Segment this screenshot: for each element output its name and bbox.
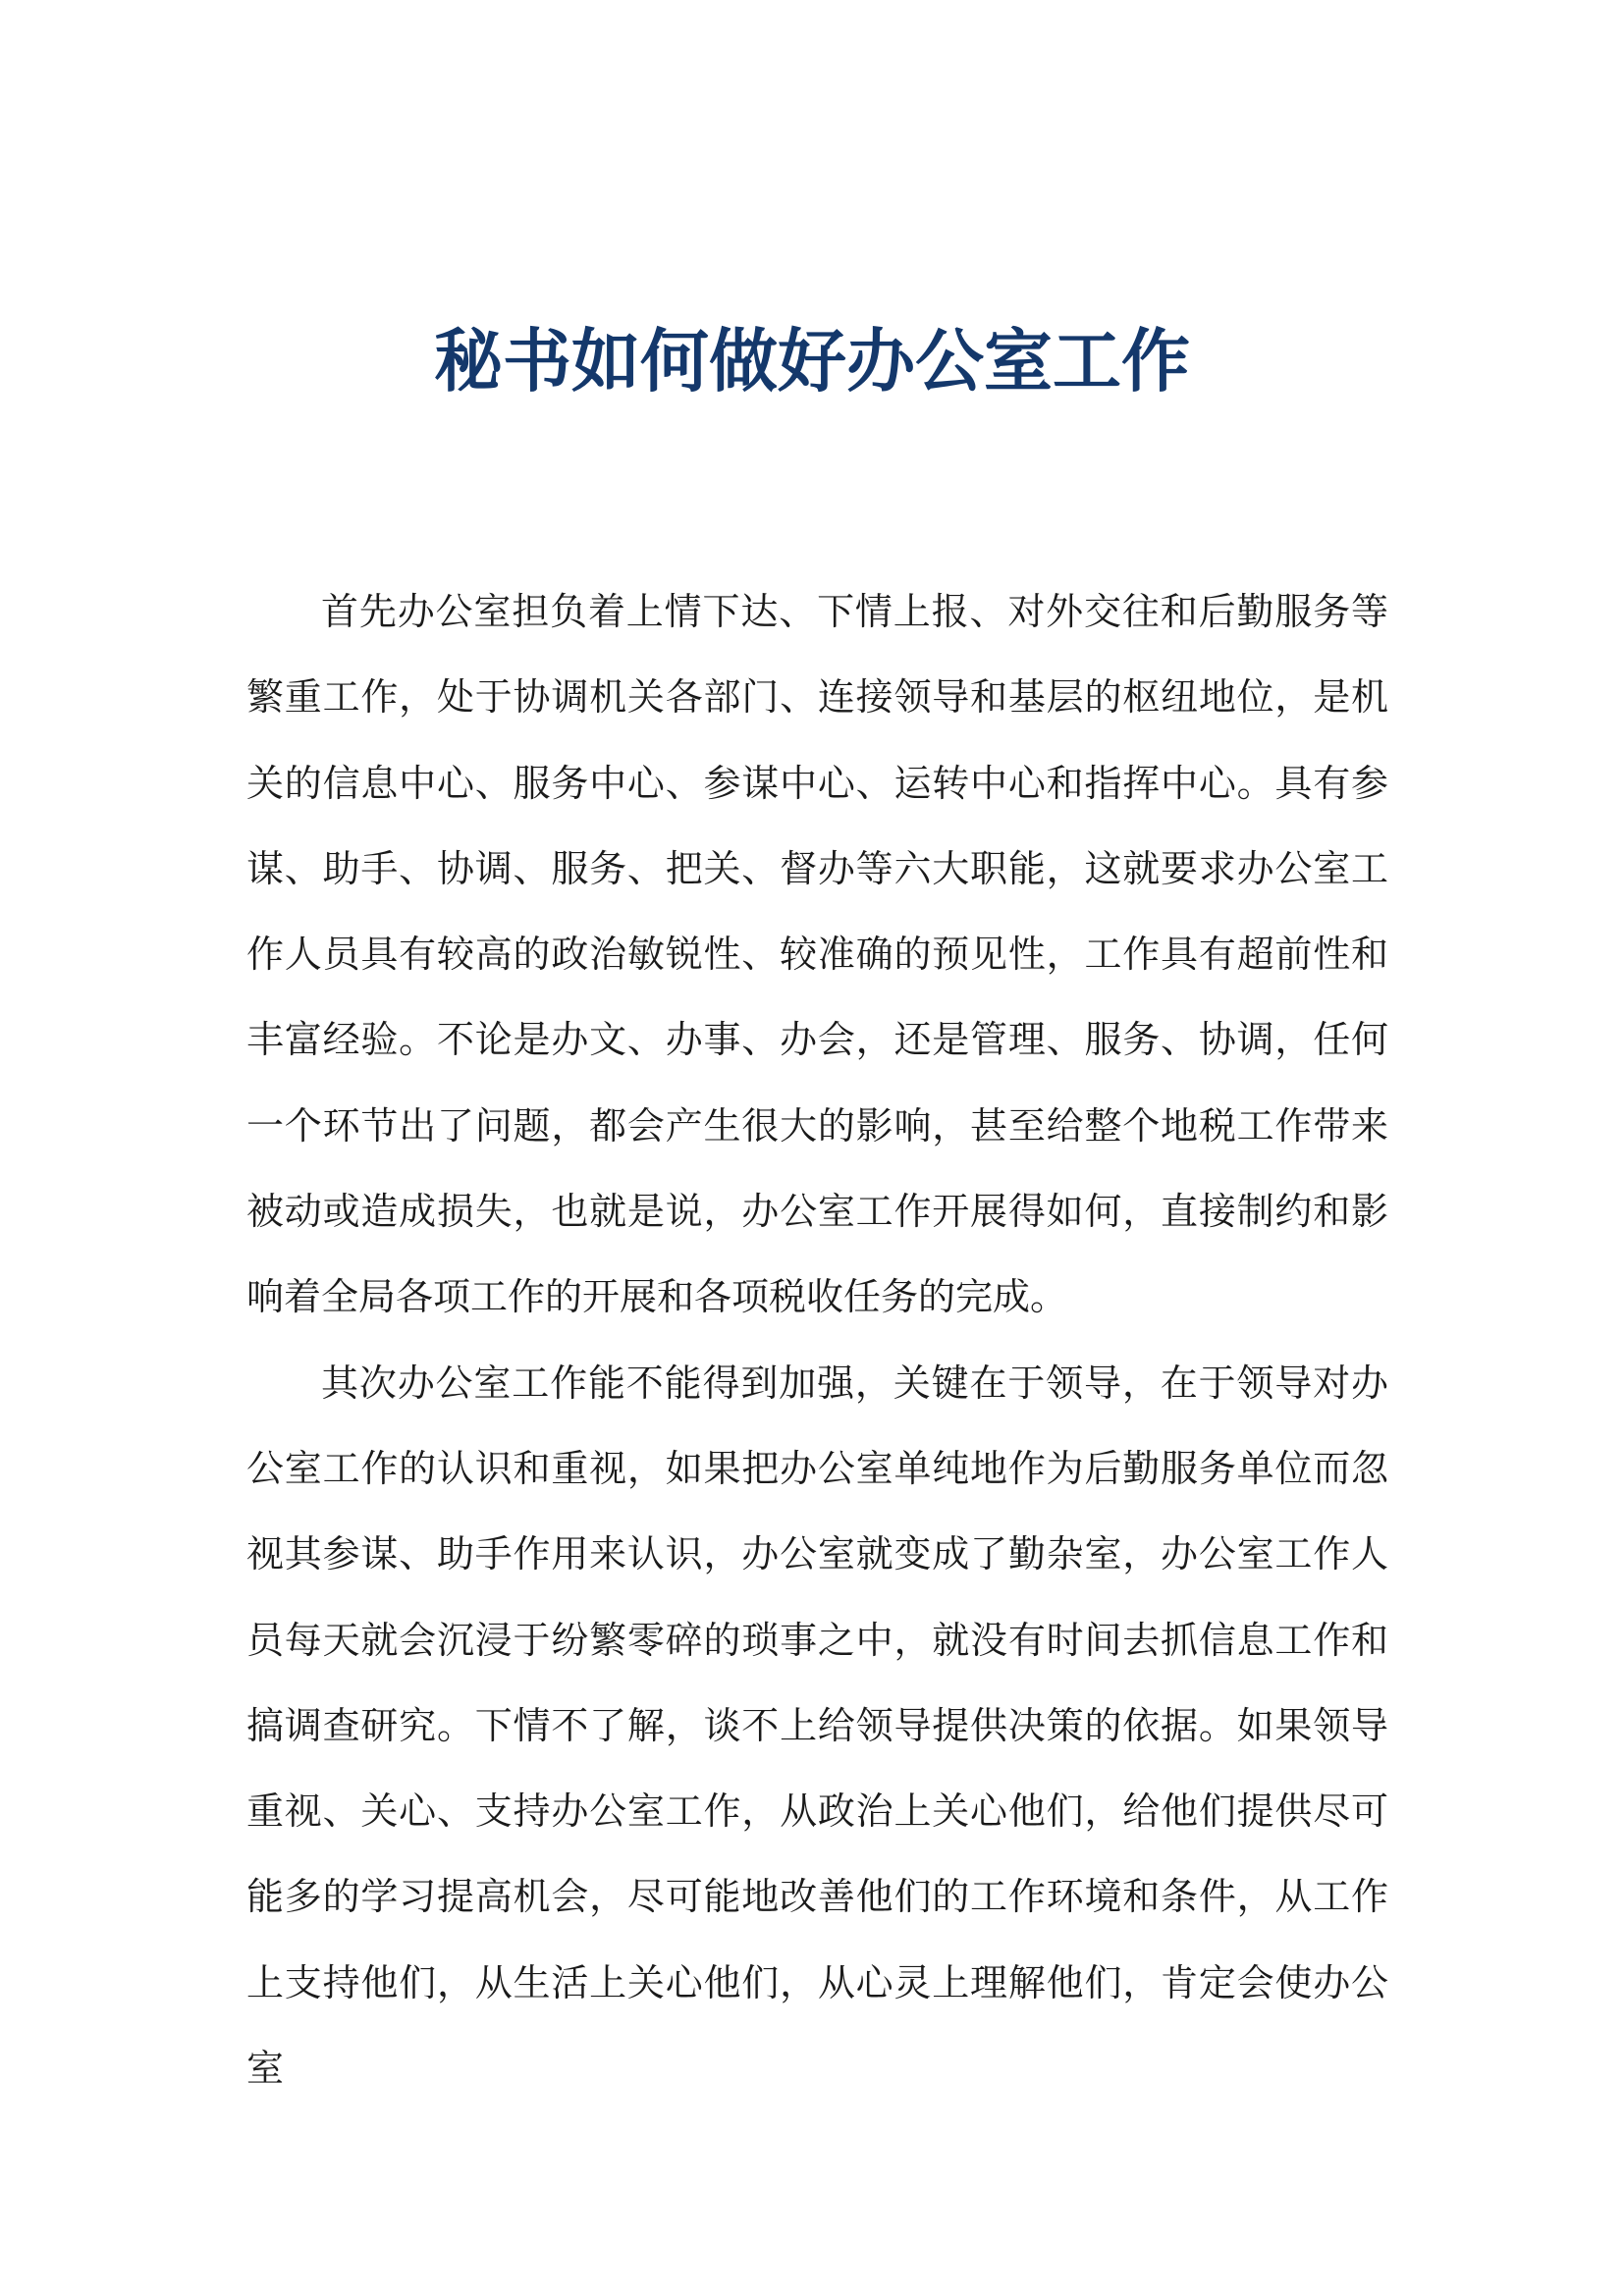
page-title: 秘书如何做好办公室工作: [434, 321, 1190, 401]
paragraph-2: 其次办公室工作能不能得到加强，关键在于领导，在于领导对办公室工作的认识和重视，如果把办公室单纯地作为后勤服务单位而忽视其参谋、助手作用来认识，办公室就变成了勤杂室，办公室工作人员每天就会沉浸于纷繁零碎的琐事之中，就没有时间去抓信息工作和搞调查研究。下情不了解，谈不上给领导提供决策的依据。如果领导重视、关心、支持办公室工作，从政治上关心他们，给他们提供尽可能多的学习提高机会，尽可能地改善他们的工作环境和条件，从工作上支持他们，从生活上关心他们，从心灵上理解他们，肯定会使办公室: [246, 1361, 1388, 2091]
paragraph-1: 首先办公室担负着上情下达、下情上报、对外交往和后勤服务等繁重工作，处于协调机关各部门、连接领导和基层的枢纽地位，是机关的信息中心、服务中心、参谋中心、运转中心和指挥中心。具有参谋、助手、协调、服务、把关、督办等六大职能，这就要求办公室工作人员具有较高的政治敏锐性、较准确的预见性，工作具有超前性和丰富经验。不论是办文、办事、办会，还是管理、服务、协调，任何一个环节出了问题，都会产生很大的影响，甚至给整个地税工作带来被动或造成损失，也就是说，办公室工作开展得如何，直接制约和影响着全局各项工作的开展和各项税收任务的完成。: [246, 590, 1388, 1319]
document-body: [246, 569, 1388, 2111]
